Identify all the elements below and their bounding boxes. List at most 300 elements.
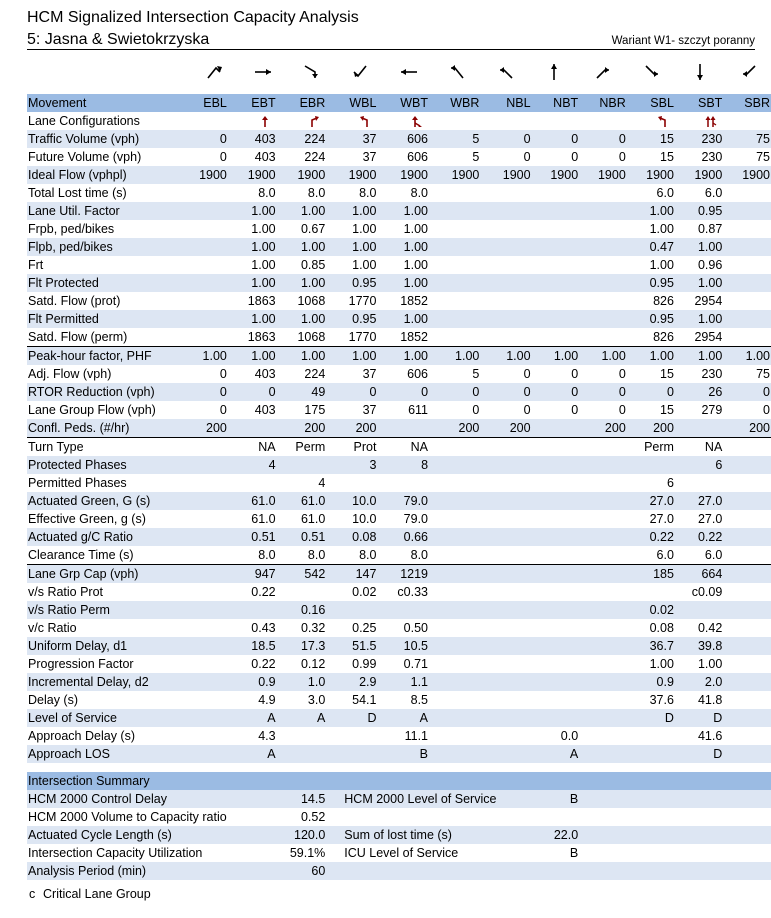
row-label: Lane Group Flow (vph) [28,402,156,417]
summary-value-2: 22.0 [532,826,580,844]
row-value: 0.08 [326,528,377,546]
row-value: 0 [579,383,627,401]
through-right-arrow-icon [411,115,423,127]
row-value: 1863 [247,293,276,308]
row-value [179,655,228,673]
row-value: 224 [304,149,326,164]
row-value: 8.0 [258,185,276,200]
summary-label-2: Sum of lost time (s) [326,826,531,844]
row-value: 15 [660,149,674,164]
row-value: 0 [179,383,228,401]
table-row [27,310,771,328]
row-label: Ideal Flow (vphpl) [27,166,179,184]
row-value: D [627,709,675,727]
row-value [480,510,531,528]
row-value [179,691,228,709]
row-value: 1.00 [277,347,327,366]
row-value: 947 [228,565,277,584]
row-value [228,601,277,619]
row-value [723,238,771,256]
row-value: 1.00 [228,310,277,328]
row-value [579,492,627,510]
row-value: 1.00 [723,347,771,366]
row-value: 1.00 [377,238,429,256]
row-value [179,202,228,220]
row-label: Uniform Delay, d1 [27,637,179,655]
row-value: 230 [701,149,723,164]
row-value [579,637,627,655]
row-value: 1.00 [377,347,429,366]
row-value [179,274,228,292]
capacity-table [27,94,771,880]
row-value: 3 [326,456,377,474]
row-value: 200 [627,419,675,438]
row-value [480,528,531,546]
row-value [579,438,627,457]
table-row [27,419,771,438]
row-value: 0 [532,383,580,401]
summary-label: HCM 2000 Control Delay [27,790,277,808]
row-value: 0 [618,149,626,164]
summary-value: 120.0 [277,826,327,844]
row-value [480,220,531,238]
column-header-wbl: WBL [326,94,377,112]
row-value [179,256,228,274]
row-label: Flt Protected [27,274,179,292]
row-value [429,510,480,528]
movement-arrows [0,58,771,88]
summary-row [27,826,771,844]
row-value [179,310,228,328]
row-value: 4.3 [258,728,276,743]
spacer-cell [27,763,771,772]
row-value: 0 [219,402,227,417]
row-value: c0.33 [397,584,429,599]
row-value: 0.50 [403,620,429,635]
summary-row [27,808,771,826]
row-label: Actuated g/C Ratio [27,528,179,546]
footnote-symbol: c [29,887,36,901]
row-value: 5 [472,366,480,381]
lane-config-row [27,112,771,130]
row-value: 0 [571,402,579,417]
row-value [723,546,771,565]
row-value [429,601,480,619]
row-value: Perm [627,438,675,457]
summary-value: 59.1% [289,845,326,860]
table-row [27,365,771,383]
row-value: 0 [523,402,531,417]
row-value [723,328,771,347]
table-row [27,148,771,166]
row-value [429,709,480,727]
row-value [480,238,531,256]
row-value [179,292,228,310]
row-value: 0 [618,366,626,381]
row-value: 10.0 [352,511,377,526]
row-value [579,328,627,347]
row-value: 41.8 [697,692,723,707]
row-value: 403 [254,402,276,417]
row-value: 0 [523,366,531,381]
row-label: Approach Delay (s) [28,728,135,743]
row-value [179,727,228,745]
row-value [429,328,480,347]
summary-label-2 [326,808,531,826]
row-value: 606 [407,149,429,164]
row-value: 0.02 [352,584,377,599]
row-value: 6.0 [656,185,674,200]
row-value [723,310,771,328]
row-value: 8.0 [307,547,326,562]
row-value: 27.0 [697,511,723,526]
row-value: 1068 [297,329,326,344]
row-value [579,619,627,637]
summary-filler [579,826,771,844]
row-value: 2.9 [326,673,377,691]
row-value [723,438,771,457]
lane-config-cell [377,112,429,130]
row-value: 1219 [377,565,429,584]
row-value: 0.96 [697,257,723,272]
summary-row [27,844,771,862]
row-label: Flt Permitted [27,310,179,328]
row-value [532,310,580,328]
row-label: Satd. Flow (prot) [28,293,121,308]
lane-config-cell [480,112,531,130]
row-value [532,691,580,709]
row-value [429,528,480,546]
row-value [179,474,228,492]
row-value: 0 [179,130,228,148]
row-value [723,184,771,202]
row-value [675,474,723,492]
row-value: c0.09 [691,584,723,599]
row-value [179,709,228,727]
row-value: 1900 [627,166,675,184]
lane-config-cell [723,112,771,130]
row-value: 1.00 [228,347,277,366]
row-value: 1770 [348,293,377,308]
row-value: 15 [660,402,674,417]
row-value [627,456,675,474]
lane-config-cell [228,112,277,130]
lane-config-cell [627,112,675,130]
row-value: 49 [277,383,327,401]
row-value: 1.00 [675,274,723,292]
arrow-sbt-icon [690,62,710,82]
row-value: 61.0 [300,511,326,526]
table-row [27,619,771,637]
row-value [480,655,531,673]
table-row [27,601,771,619]
summary-label: Intersection Capacity Utilization [28,845,203,860]
row-value: 0 [228,383,277,401]
summary-value-2 [532,808,580,826]
row-value [429,256,480,274]
row-value: 0.51 [277,528,327,546]
row-value: 2954 [694,293,723,308]
row-value: 1770 [348,329,377,344]
row-value: 8.5 [410,692,429,707]
row-value: 5 [429,130,480,148]
row-value: Perm [277,438,327,457]
row-value: 1.00 [627,347,675,366]
row-value [429,310,480,328]
row-value: A [277,709,327,727]
arrow-nbr-icon [593,62,613,82]
row-value: 6 [675,456,723,474]
row-value [277,727,327,745]
row-value [532,328,580,347]
movement-header-row [27,94,771,112]
row-value: 8.0 [410,547,429,562]
row-value: 79.0 [403,511,429,526]
row-value: 175 [304,402,326,417]
row-value: 6.0 [704,547,723,562]
row-label: Clearance Time (s) [28,547,134,562]
row-value: 1900 [377,166,429,184]
row-value [480,438,531,457]
column-header-nbl: NBL [480,94,531,112]
row-value [532,202,580,220]
row-value [179,546,228,565]
row-value [480,745,531,763]
row-value: 0.66 [377,528,429,546]
double-through-right-arrow-icon [705,115,717,127]
row-value: 0.47 [627,238,675,256]
arrow-sbl-icon [642,62,662,82]
row-value: 17.3 [277,637,327,655]
table-row [27,546,771,565]
row-value: 8.0 [307,185,326,200]
row-value: 1.00 [649,221,674,236]
row-value: 1.00 [326,238,377,256]
row-value: 606 [377,130,429,148]
summary-heading: Intersection Summary [27,772,771,790]
row-value: 37 [362,402,377,417]
arrow-wbl-icon [350,62,370,82]
row-label: Delay (s) [28,692,79,707]
row-value: 0 [429,383,480,401]
lane-config-cell [532,112,580,130]
row-value: 4 [228,456,277,474]
row-value: 75 [723,130,771,148]
lane-config-cell [429,112,480,130]
row-value: 0 [219,366,227,381]
row-value: 1.00 [326,347,377,366]
row-value: 0.02 [627,601,675,619]
row-value [429,583,480,601]
row-value: 0.16 [277,601,327,619]
row-value: 0 [571,149,579,164]
row-value [532,565,580,584]
row-value: 0.22 [251,584,276,599]
table-row [27,655,771,673]
table-row [27,184,771,202]
row-value [723,709,771,727]
row-value [480,456,531,474]
row-value [579,546,627,565]
row-value: 37 [326,130,377,148]
row-value: 1.00 [649,656,674,671]
row-label: Lane Grp Cap (vph) [27,565,179,584]
row-value: 1.00 [627,202,675,220]
row-value [480,274,531,292]
row-label: Lane Util. Factor [27,202,179,220]
row-value [532,637,580,655]
footnote [29,887,151,901]
row-value [429,546,480,565]
row-value: 1068 [297,293,326,308]
row-value [723,274,771,292]
lane-config-cell [675,112,723,130]
row-value [532,456,580,474]
row-label: v/s Ratio Prot [28,584,104,599]
single-left-arrow-icon [359,115,371,127]
row-value: 6 [666,475,674,490]
row-value: 8.0 [410,185,429,200]
summary-value: 0.52 [300,809,326,824]
single-right-arrow-icon [308,115,320,127]
row-value: 403 [228,130,277,148]
row-value [179,184,228,202]
table-row [27,220,771,238]
row-value [429,655,480,673]
row-value: 1900 [579,166,627,184]
arrow-ebr-icon [301,62,321,82]
row-value: 200 [326,419,377,438]
table-row [27,709,771,727]
row-value: 1.00 [277,238,327,256]
row-value: 0.71 [403,656,429,671]
row-value: 10.5 [377,637,429,655]
row-value: 1.00 [352,221,377,236]
row-value: 0.22 [675,528,723,546]
summary-row [27,790,771,808]
row-value: 611 [408,402,429,417]
summary-label-2: HCM 2000 Level of Service [326,790,531,808]
summary-filler [579,862,771,880]
table-row [27,383,771,401]
row-value: 1.00 [675,238,723,256]
row-value: 1.0 [277,673,327,691]
row-value [579,256,627,274]
summary-label: HCM 2000 Volume to Capacity ratio [28,809,227,824]
row-value: 1900 [675,166,723,184]
row-value [579,238,627,256]
row-value: Prot [326,438,377,457]
row-value: 27.0 [627,492,675,510]
table-row [27,727,771,745]
row-value [277,456,327,474]
row-value [723,637,771,655]
row-value [627,727,675,745]
row-value: 826 [653,329,674,344]
row-value [627,745,675,763]
row-value: 1900 [326,166,377,184]
row-value: 0.0 [560,728,579,743]
row-value [228,474,277,492]
row-value: 0 [763,402,770,417]
row-value: 1900 [429,166,480,184]
row-value [480,546,531,565]
row-value: 0.9 [228,673,277,691]
table-row [27,510,771,528]
column-header-sbr: SBR [723,94,771,112]
table-row [27,292,771,310]
row-value: 0.43 [251,620,276,635]
row-value [675,601,723,619]
row-value [277,745,327,763]
lane-config-cell [277,112,327,130]
row-value: A [377,709,429,727]
row-value [429,456,480,474]
column-header-nbr: NBR [579,94,627,112]
row-value: 5 [472,149,480,164]
row-value: 1.00 [403,257,429,272]
row-value: A [228,709,277,727]
row-label: Effective Green, g (s) [28,511,146,526]
row-value [480,601,531,619]
row-value [179,583,228,601]
table-row [27,347,771,366]
row-label: Confl. Peds. (#/hr) [27,419,179,438]
row-value: 200 [480,419,531,438]
summary-filler [579,790,771,808]
row-value [723,510,771,528]
row-value [429,274,480,292]
column-header-nbt: NBT [532,94,580,112]
row-value: 79.0 [377,492,429,510]
row-value [723,601,771,619]
row-value: 1.00 [251,257,276,272]
table-row [27,492,771,510]
row-value: 0.42 [697,620,723,635]
row-value: 61.0 [277,492,327,510]
row-value: 1852 [400,293,429,308]
row-value: 0.87 [697,221,723,236]
row-value: 27.0 [649,511,674,526]
row-value [532,673,580,691]
row-value [429,619,480,637]
row-value [579,655,627,673]
row-value [579,727,627,745]
row-value: 1852 [400,329,429,344]
row-value: 37 [362,366,377,381]
row-value: 15 [660,366,674,381]
table-row [27,565,771,584]
row-value: 0.9 [627,673,675,691]
table-row [27,256,771,274]
row-value [723,565,771,584]
row-value [429,220,480,238]
lane-config-label: Lane Configurations [28,113,140,128]
arrow-wbt-icon [399,62,419,82]
row-value [532,601,580,619]
row-value: 27.0 [675,492,723,510]
row-label: RTOR Reduction (vph) [27,383,179,401]
row-value: 8.0 [359,185,377,200]
table-row [27,238,771,256]
row-value [579,709,627,727]
summary-label: Actuated Cycle Length (s) [27,826,277,844]
row-value [429,184,480,202]
row-value: 1.1 [377,673,429,691]
row-value [429,292,480,310]
row-value [532,583,580,601]
table-row [27,130,771,148]
